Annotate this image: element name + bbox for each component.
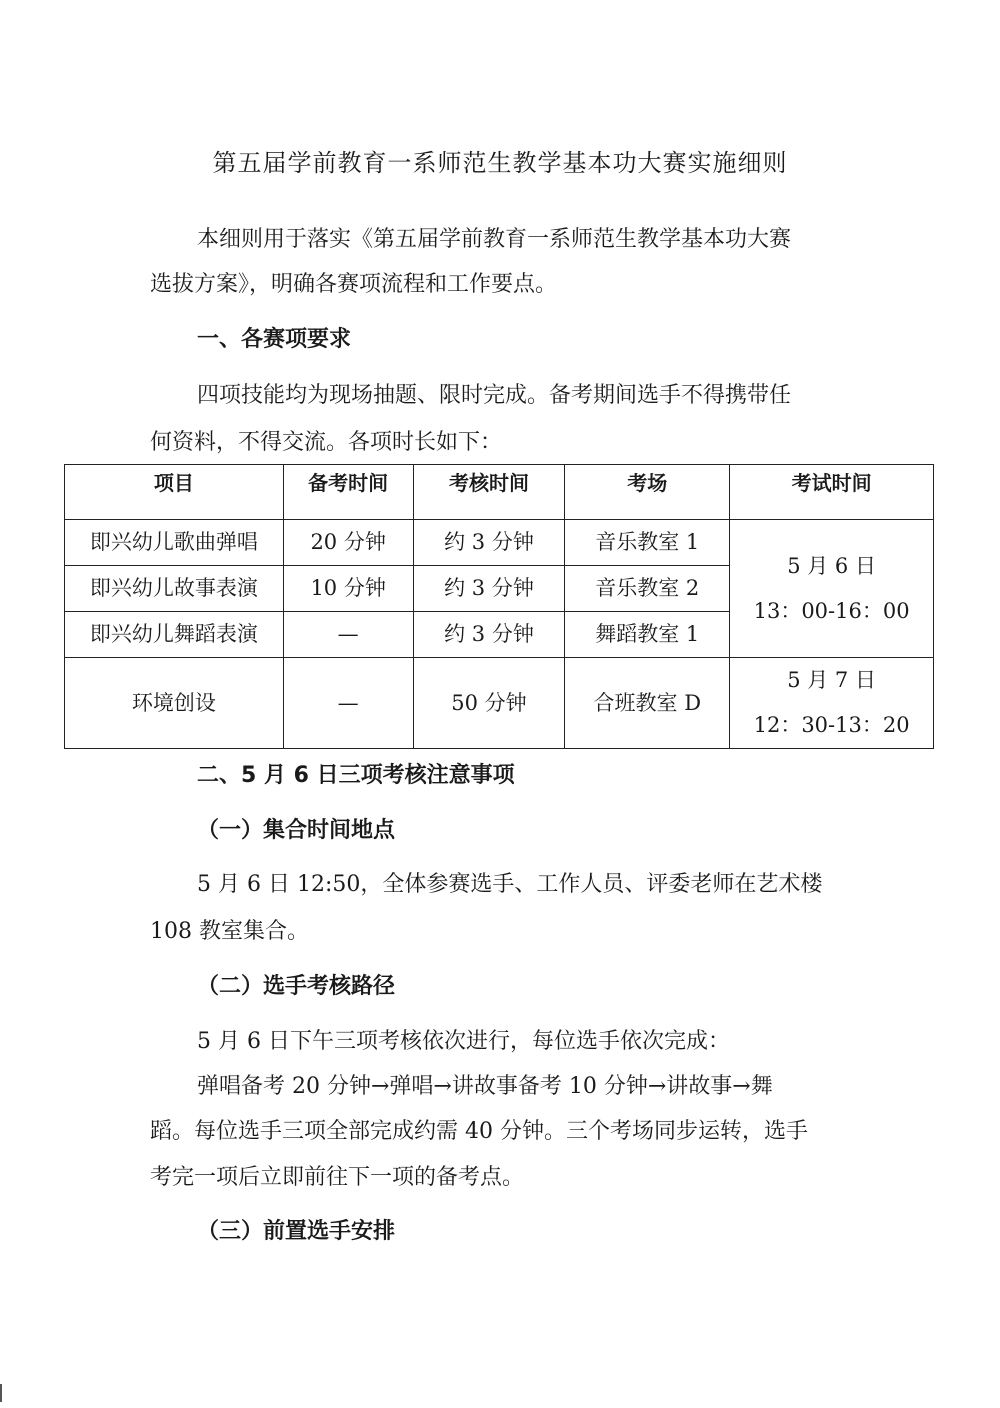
subsection3-heading: （三）前置选手安排 — [197, 1219, 396, 1244]
cell-exam: 约 3 分钟 — [413, 520, 565, 566]
exam-time-range: 12：30-13：20 — [753, 713, 910, 737]
header-exam-date: 考试时间 — [730, 465, 934, 520]
subsection2-line-4: 考完一项后立即前往下一项的备考点。 — [150, 1165, 525, 1190]
intro-line-1: 本细则用于落实《第五届学前教育一系师范生教学基本功大赛 — [197, 227, 792, 252]
cell-item: 即兴幼儿舞蹈表演 — [65, 612, 284, 658]
section1-heading: 一、各赛项要求 — [197, 327, 352, 352]
cell-exam: 约 3 分钟 — [413, 612, 565, 658]
cell-item: 即兴幼儿歌曲弹唱 — [65, 520, 284, 566]
cell-room: 音乐教室 1 — [565, 520, 730, 566]
cell-item: 环境创设 — [65, 658, 284, 749]
schedule-table — [64, 464, 934, 749]
table-row — [65, 658, 934, 749]
header-exam-time: 考核时间 — [413, 465, 565, 520]
header-exam-room: 考场 — [565, 465, 730, 520]
header-prep-time: 备考时间 — [283, 465, 413, 520]
section1-line-2: 何资料，不得交流。各项时长如下： — [150, 430, 503, 455]
cell-exam: 50 分钟 — [413, 658, 565, 749]
section1-line-1: 四项技能均为现场抽题、限时完成。备考期间选手不得携带任 — [197, 383, 792, 408]
subsection1-heading: （一）集合时间地点 — [197, 818, 396, 843]
cell-prep: — — [283, 612, 413, 658]
subsection2-heading: （二）选手考核路径 — [197, 974, 396, 999]
cell-exam: 约 3 分钟 — [413, 566, 565, 612]
intro-line-2: 选拔方案》，明确各赛项流程和工作要点。 — [150, 272, 558, 297]
subsection1-line-1: 5 月 6 日 12:50，全体参赛选手、工作人员、评委老师在艺术楼 — [197, 872, 823, 897]
cell-room: 舞蹈教室 1 — [565, 612, 730, 658]
exam-date: 5 月 7 日 — [787, 668, 876, 692]
subsection2-line-2: 弹唱备考 20 分钟→弹唱→讲故事备考 10 分钟→讲故事→舞 — [197, 1074, 773, 1099]
subsection1-line-2: 108 教室集合。 — [150, 919, 309, 944]
cell-room: 音乐教室 2 — [565, 566, 730, 612]
cell-exam-time-group-1 — [730, 520, 934, 658]
cell-room: 合班教室 D — [565, 658, 730, 749]
subsection2-line-1: 5 月 6 日下午三项考核依次进行，每位选手依次完成： — [197, 1029, 730, 1054]
cell-item: 即兴幼儿故事表演 — [65, 566, 284, 612]
table-row — [65, 520, 934, 566]
scan-edge-mark — [0, 1384, 2, 1402]
header-item: 项目 — [65, 465, 284, 520]
cell-prep: 20 分钟 — [283, 520, 413, 566]
exam-time-range: 13：00-16：00 — [753, 598, 910, 623]
document-title: 第五届学前教育一系师范生教学基本功大赛实施细则 — [212, 149, 788, 177]
section2-heading: 二、5 月 6 日三项考核注意事项 — [197, 763, 515, 788]
cell-prep: — — [283, 658, 413, 749]
cell-prep: 10 分钟 — [283, 566, 413, 612]
subsection2-line-3: 蹈。每位选手三项全部完成约需 40 分钟。三个考场同步运转，选手 — [150, 1119, 808, 1144]
table-header-row — [65, 465, 934, 520]
cell-exam-time-group-2 — [730, 658, 934, 749]
exam-date: 5 月 6 日 — [787, 553, 876, 578]
